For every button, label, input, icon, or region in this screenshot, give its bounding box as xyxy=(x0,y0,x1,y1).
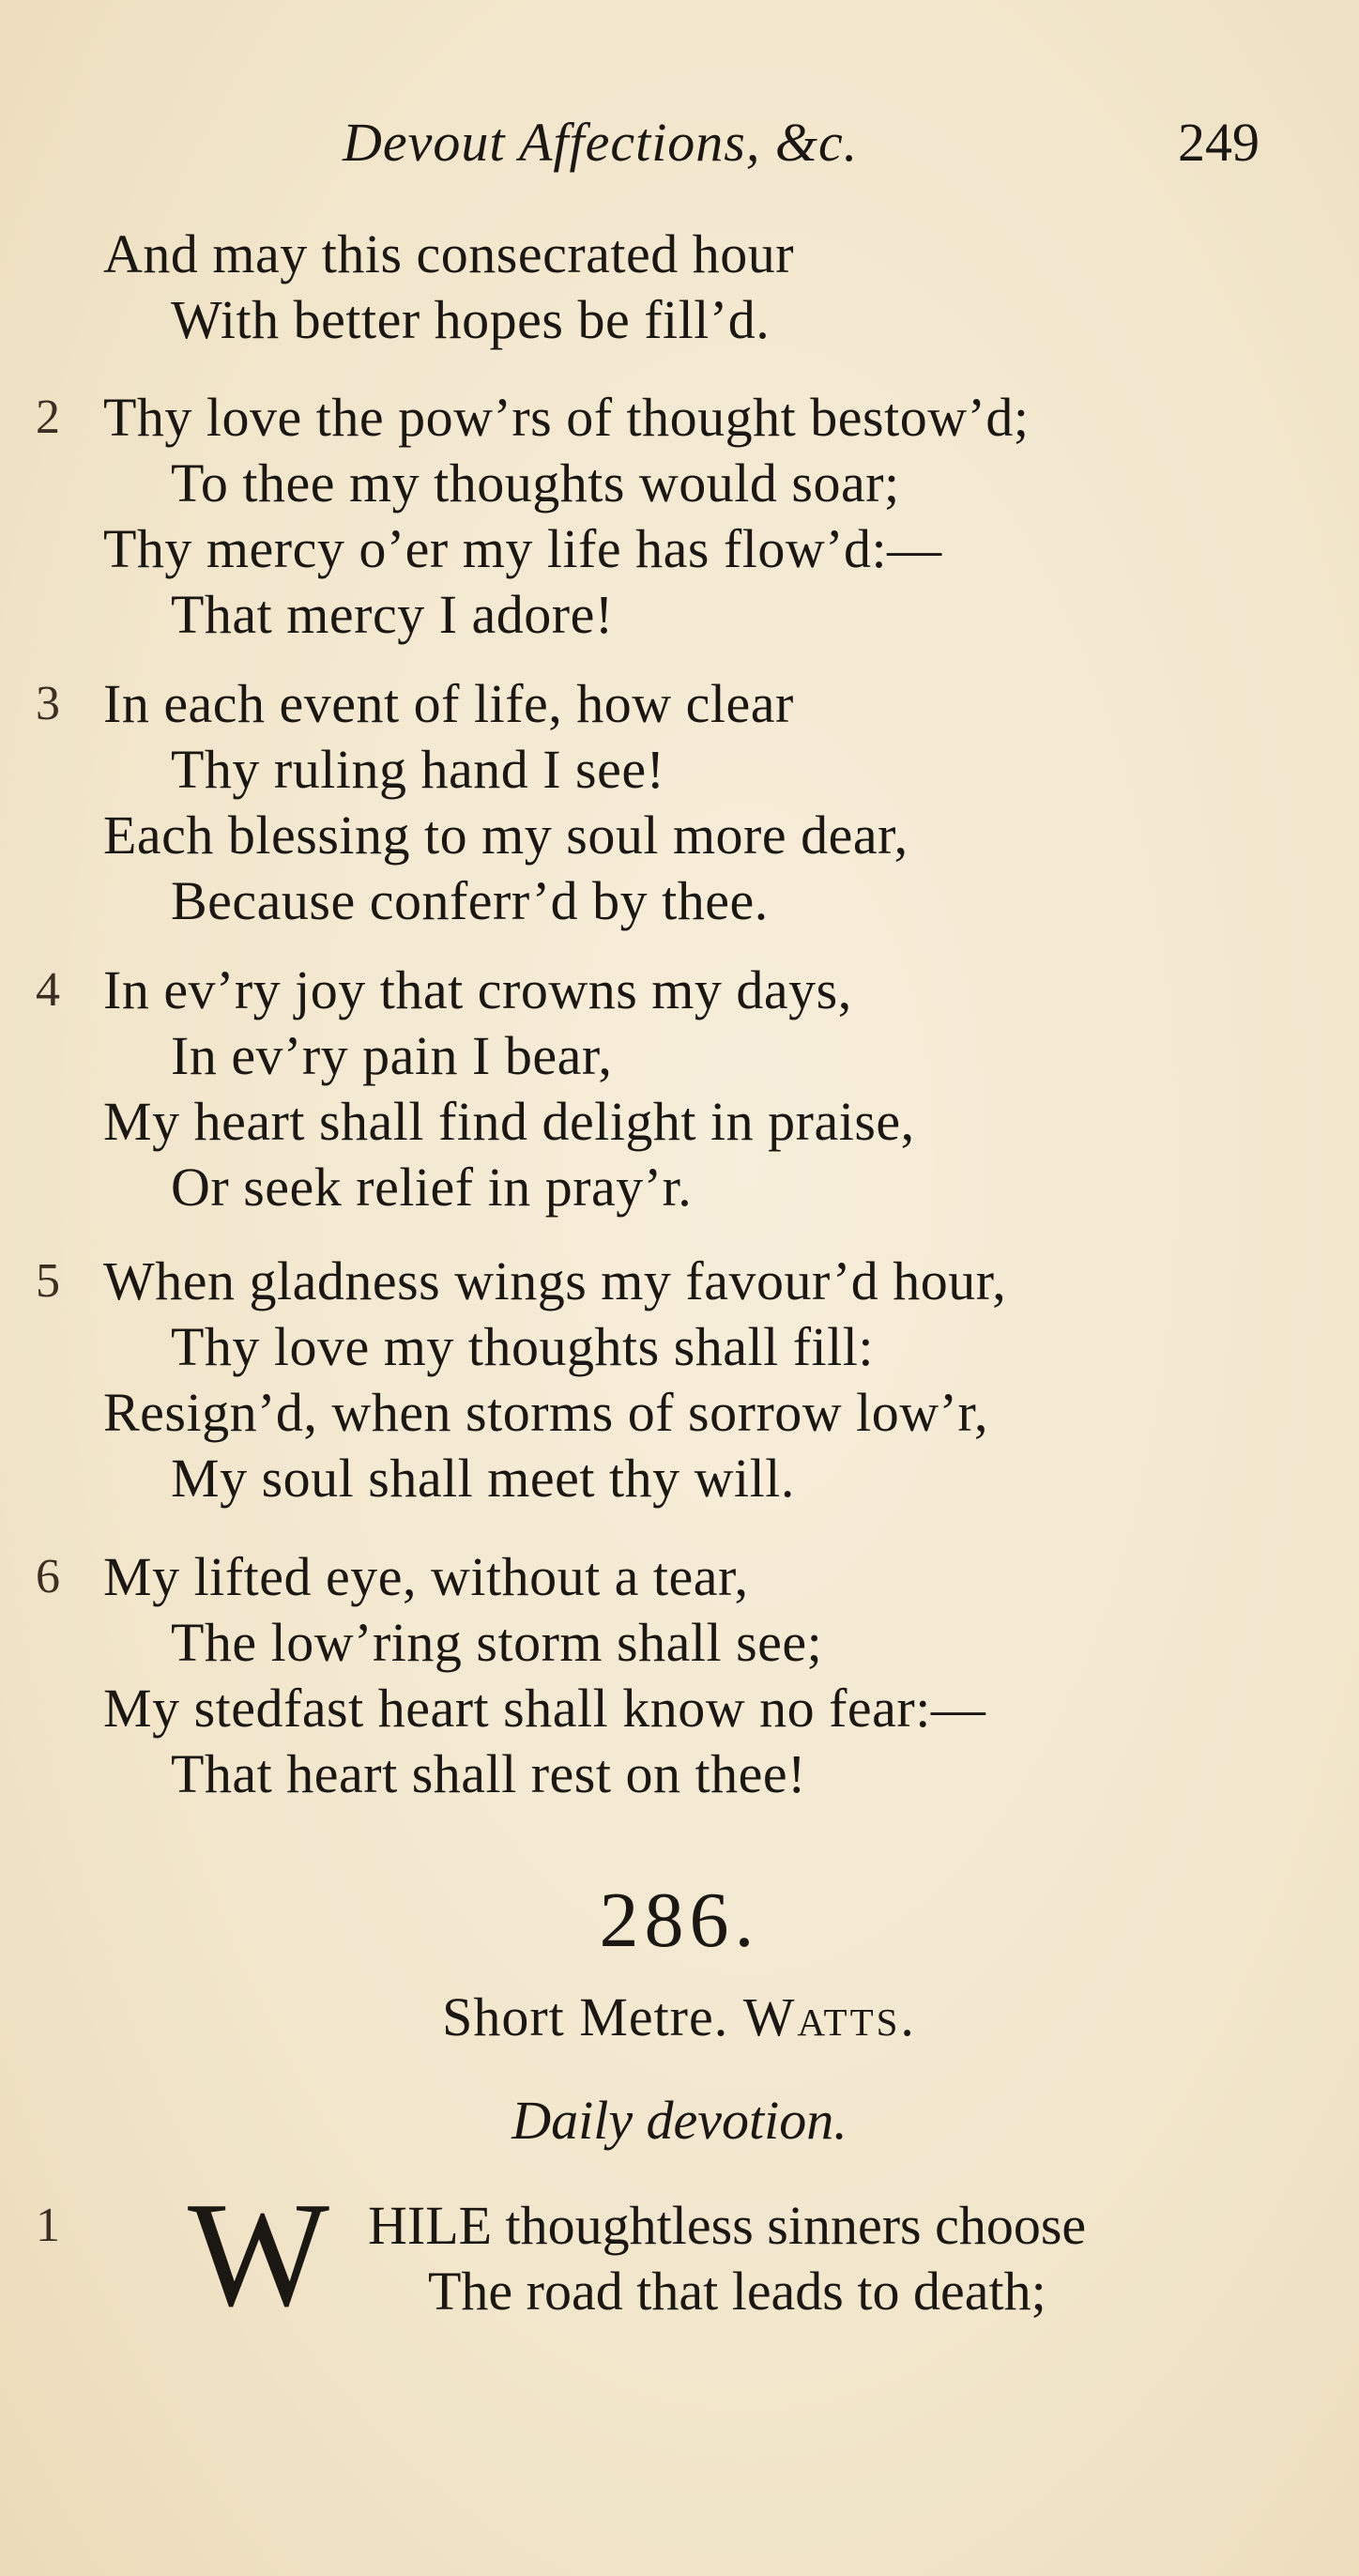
verse-line: The road that leads to death; xyxy=(428,2261,1046,2322)
verse-line: My stedfast heart shall know no fear:— xyxy=(103,1678,986,1739)
page-number: 249 xyxy=(1178,112,1260,173)
verse-number-5: 5 xyxy=(36,1254,60,1308)
verse-line: Thy mercy o’er my life has flow’d:— xyxy=(103,518,942,579)
meter-line xyxy=(0,1986,1359,2048)
verse-number-6: 6 xyxy=(36,1550,60,1603)
running-head: Devout Affections, &c. xyxy=(343,112,859,173)
verse-line: My lifted eye, without a tear, xyxy=(103,1546,749,1607)
verse-line: Thy love the pow’rs of thought bestow’d; xyxy=(103,387,1030,448)
verse-line: HILE thoughtless sinners choose xyxy=(368,2195,1087,2256)
continuation-line-1: And may this consecrated hour xyxy=(103,223,795,284)
hymn-subject: Daily devotion. xyxy=(512,2090,847,2151)
verse-line: In ev’ry joy that crowns my days, xyxy=(103,959,852,1020)
drop-cap: W xyxy=(188,2170,330,2338)
verse-number-2: 2 xyxy=(36,391,60,444)
verse-line: Thy ruling hand I see! xyxy=(171,739,665,800)
verse-line: Thy love my thoughts shall fill: xyxy=(171,1316,875,1377)
verse-line: Each blessing to my soul more dear, xyxy=(103,805,909,866)
verse-line: To thee my thoughts would soar; xyxy=(171,452,900,514)
hymn-author: Watts. xyxy=(742,1986,917,2047)
page-header xyxy=(0,111,1359,186)
verse-line: Or seek relief in pray’r. xyxy=(171,1157,693,1218)
verse-line: In ev’ry pain I bear, xyxy=(171,1025,613,1086)
verse-line: That heart shall rest on thee! xyxy=(171,1743,806,1804)
hymn-meter: Short Metre. xyxy=(442,1986,729,2047)
verse-number-4: 4 xyxy=(36,963,60,1017)
hymn-number: 286. xyxy=(599,1877,760,1964)
verse-line: That mercy I adore! xyxy=(171,584,614,645)
verse-number-1: 1 xyxy=(36,2199,60,2252)
verse-line: When gladness wings my favour’d hour, xyxy=(103,1250,1007,1311)
verse-line: The low’ring storm shall see; xyxy=(171,1612,823,1673)
verse-line: In each event of life, how clear xyxy=(103,673,794,734)
verse-line: My soul shall meet thy will. xyxy=(171,1448,795,1509)
verse-number-3: 3 xyxy=(36,677,60,730)
verse-line: Resign’d, when storms of sorrow low’r, xyxy=(103,1382,988,1443)
verse-line: Because conferr’d by thee. xyxy=(171,870,769,931)
verse-line: My heart shall find delight in praise, xyxy=(103,1091,915,1152)
continuation-line-2: With better hopes be fill’d. xyxy=(171,289,771,350)
